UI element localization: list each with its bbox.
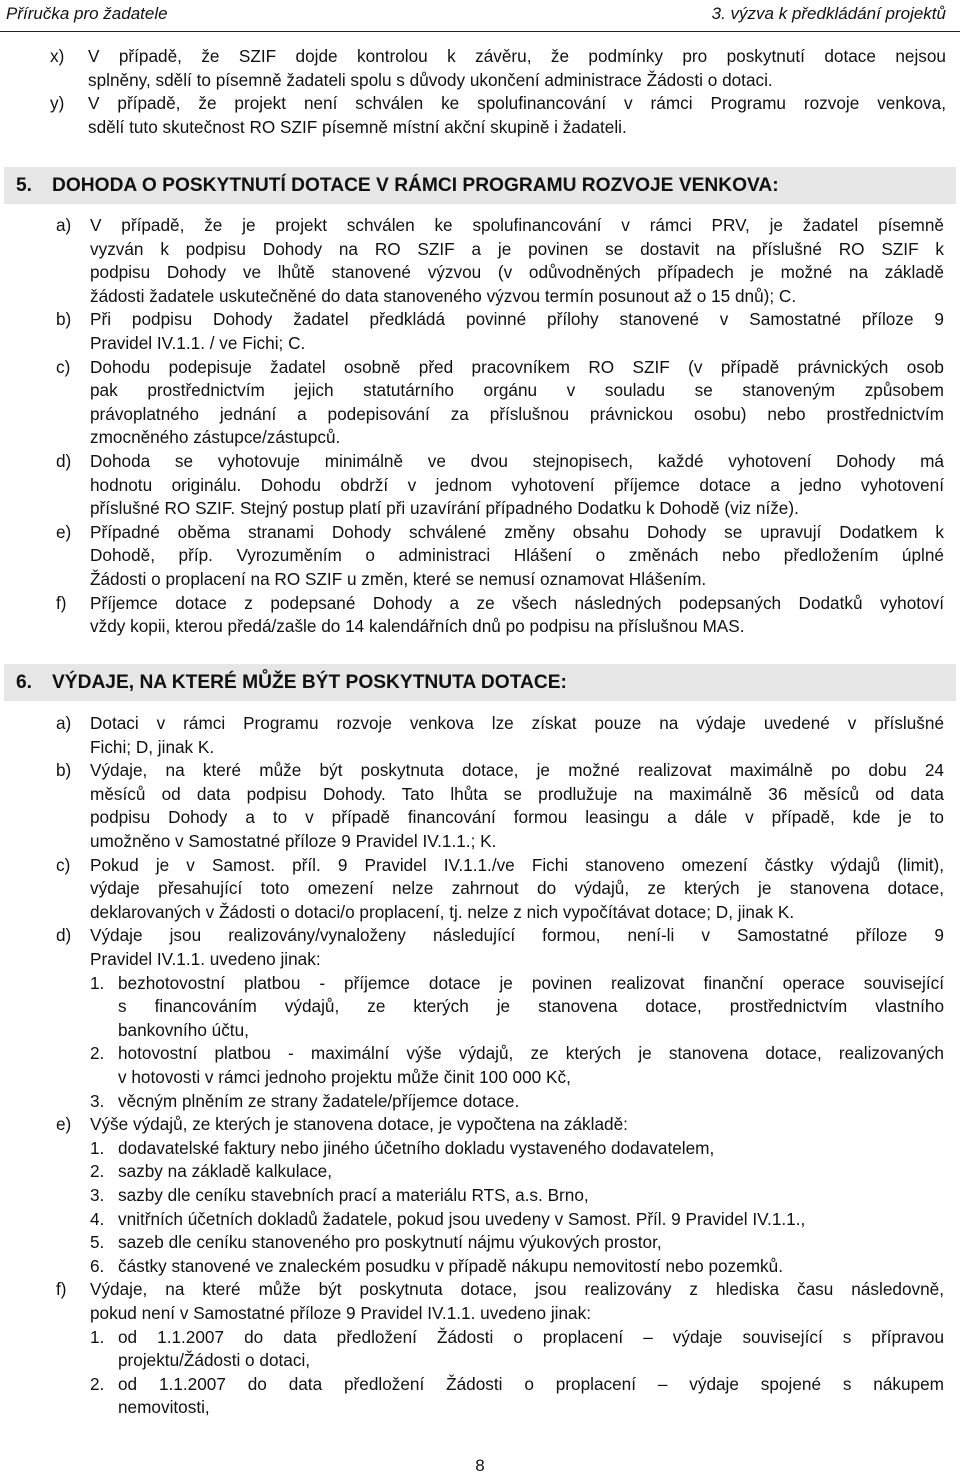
text-line: měsíců od data podpisu Dohody. Tato lhůta se prodlužuje na maximálně 36 měsíců od data [90,783,944,804]
page-number: 8 [475,1456,485,1475]
item-text [90,712,944,759]
text-line: vnitřních účetních dokladů žadatele, pokud jsou uvedeny v Samost. Příl. 9 Pravidel IV.1.1., [118,1208,806,1229]
item-text [90,1113,944,1137]
text-line: žádosti žadatele uskutečněné do data stanoveného výzvou termín posunout až o 15 dnů); C. [90,285,797,306]
text-line: výdaje přesahující toto omezení nelze zahrnout do výdajů, ze kterých je stanovena dotace, [90,878,944,899]
text-line: hotovostní platbou - maximální výše výdajů, ze kterých je stanovena dotace, realizovaných [118,1043,944,1064]
list-marker: b) [56,760,72,781]
list-marker: f) [56,592,67,613]
list-marker: d) [56,451,72,471]
list-marker: y) [50,93,65,114]
text-line: Žádosti o proplacení na RO SZIF u změn, které se nemusí oznamovat Hlášením. [90,568,707,589]
text-line: vždy kopii, kterou předá/zašle do 14 kalendářních dnů po podpisu na příslušnou MAS. [90,616,745,637]
list-marker: 4. [90,1208,105,1229]
text-line: bankovního účtu, [118,1019,249,1040]
list-marker: a) [56,215,72,235]
text-line: splněny, sdělí to písemně žadateli spolu s důvody ukončení administrace Žádosti o dotaci. [88,69,773,90]
item-text [118,1373,944,1420]
list-marker: c) [56,854,71,875]
text-line: zmocněného zástupce/zástupců. [90,427,341,448]
item-text [90,214,944,308]
list-marker: 2. [90,1161,105,1182]
text-line: V případě, že SZIF dojde kontrolou k závěru, že podmínky pro poskytnutí dotace nejsou [88,46,946,66]
text-line: sazby dle ceníku stavebních prací a materiálu RTS, a.s. Brno, [118,1185,589,1205]
text-line: Příjemce dotace z podepsané Dohody a ze všech následných podepsaných Dodatků vyhotoví [90,592,944,613]
text-line: právoplatného jednání a podepisování za příslušnou právnickou osobu) nebo prostřednictvím [90,403,944,424]
item-text [90,759,944,853]
text-line: s financováním výdajů, ze kterých je stanovena dotace, prostřednictvím vlastního [118,996,944,1017]
item-text [90,592,944,639]
list-marker: 1. [90,972,105,993]
list-marker: d) [56,925,72,946]
text-line: Výdaje jsou realizovány/vynaloženy následující formou, není-li v Samostatné příloze 9 [90,925,944,946]
text-line: bezhotovostní platbou - příjemce dotace je povinen realizovat finanční operace související [118,972,944,993]
list-marker: x) [50,46,65,66]
item-text [90,1278,944,1325]
text-line: Dotaci v rámci Programu rozvoje venkova lze získat pouze na výdaje uvedené v příslušné [90,713,944,733]
item-text [118,1160,944,1184]
text-line: deklarovaných v Žádosti o dotaci/o proplacení, tj. nelze z nich vypočítávat dotace; D, jinak K. [90,901,795,922]
item-text [118,972,944,1043]
section-heading-6 [4,664,956,701]
section-heading-5 [4,167,956,204]
page-header [0,0,960,34]
item-text [88,45,946,92]
item-text [118,1326,944,1373]
text-line: hodnotu originálu. Dohodu obdrží v jednom vyhotovení příjemce dotace a jedno vyhotovení [90,474,944,495]
item-text [118,1231,944,1255]
text-line: Fichi; D, jinak K. [90,736,215,757]
item-text [118,1184,944,1208]
text-line: Výdaje, na které může být poskytnuta dotace, je možné realizovat maximálně po dobu 24 [90,760,944,781]
text-line: sazby na základě kalkulace, [118,1161,333,1182]
list-marker: 2. [90,1373,105,1394]
item-text [90,356,944,450]
text-line: Dohoda se vyhotovuje minimálně ve dvou stejnopisech, každé vyhotovení Dohody má [90,451,944,471]
text-line: v hotovosti v rámci jednoho projektu může činit 100 000 Kč, [118,1066,571,1087]
text-line: Při podpisu Dohody žadatel předkládá povinné přílohy stanovené v Samostatné příloze 9 [90,309,944,330]
header-right-title: 3. výzva k předkládání projektů [711,4,946,23]
list-marker: 1. [90,1326,105,1347]
list-marker: 3. [90,1090,105,1111]
text-line: umožněno v Samostatné příloze 9 Pravidel IV.1.1.; K. [90,830,497,851]
list-marker: 3. [90,1185,105,1205]
list-marker: 2. [90,1043,105,1064]
text-line: Pokud je v Samost. příl. 9 Pravidel IV.1.1./ve Fichi stanoveno omezení částky výdajů (limit), [90,854,944,875]
text-line: pokud není v Samostatné příloze 9 Pravidel IV.1.1. uvedeno jinak: [90,1302,591,1323]
text-line: V případě, že je projekt schválen ke spolufinancování v rámci PRV, je žadatel písemně [90,215,944,235]
section-title: VÝDAJE, NA KTERÉ MŮŽE BÝT POSKYTNUTA DOTACE: [52,672,567,693]
header-left-title: Příručka pro žadatele [6,4,168,23]
text-line: podpisu Dohody ve lhůtě stanovené výzvou (v odůvodněných případech je možné na základě [90,262,944,283]
item-text [118,1090,944,1114]
text-line: podpisu Dohody a to v případě financování formou leasingu a dále v případě, kde je to [90,807,944,828]
text-line: Pravidel IV.1.1. uvedeno jinak: [90,948,321,969]
item-text [118,1255,944,1279]
item-text [90,521,944,592]
text-line: od 1.1.2007 do data předložení Žádosti o proplacení – výdaje spojené s nákupem [118,1373,944,1394]
item-text [118,1042,944,1089]
text-line: Dohodě, příp. Vyrozuměním o administraci Hlášení o změnách nebo předložením úplné [90,545,944,566]
list-marker: e) [56,521,72,542]
text-line: Výdaje, na které může být poskytnuta dotace, jsou realizovány z hlediska času následovně, [90,1279,944,1300]
item-text [90,308,944,355]
text-line: sazeb dle ceníku stanoveného pro poskytnutí nájmu výukových prostor, [118,1232,662,1253]
list-marker: 5. [90,1232,105,1253]
text-line: pak prostřednictvím jejich statutárního orgánu v souladu se stanoveným způsobem [90,380,944,401]
text-line: sdělí tuto skutečnost RO SZIF písemně místní akční skupině i žadateli. [88,116,627,137]
list-marker: c) [56,356,71,377]
text-line: Dohodu podepisuje žadatel osobně před pracovníkem RO SZIF (v případě právnických osob [90,356,944,377]
text-line: V případě, že projekt není schválen ke spolufinancování v rámci Programu rozvoje venkova, [88,93,946,114]
text-line: Případné oběma stranami Dohody schválené změny obsahu Dohody se upravují Dodatkem k [90,521,944,542]
list-marker: f) [56,1279,67,1300]
item-text [90,854,944,925]
text-line: vyzván k podpisu Dohody na RO SZIF a je povinen se dostavit na příslušné RO SZIF k [90,238,944,259]
text-line: Výše výdajů, ze kterých je stanovena dotace, je vypočtena na základě: [90,1114,628,1135]
list-marker: 1. [90,1137,105,1158]
text-line: dodavatelské faktury nebo jiného účetního dokladu vystaveného dodavatelem, [118,1137,715,1158]
section-title: DOHODA O POSKYTNUTÍ DOTACE V RÁMCI PROGRAMU ROZVOJE VENKOVA: [52,175,779,196]
item-text [118,1208,944,1232]
text-line: věcným plněním ze strany žadatele/příjemce dotace. [118,1090,520,1111]
text-line: od 1.1.2007 do data předložení Žádosti o proplacení – výdaje související s přípravou [118,1326,944,1347]
section-number: 6. [16,672,33,693]
list-marker: e) [56,1114,72,1135]
list-marker: 6. [90,1255,105,1276]
item-text [90,450,944,521]
text-line: projektu/Žádosti o dotaci, [118,1350,311,1371]
header-divider [0,31,960,32]
list-marker: a) [56,713,72,733]
list-marker: b) [56,309,72,330]
text-line: částky stanovené ve znaleckém posudku v případě nákupu nemovitostí nebo pozemků. [118,1255,783,1276]
item-text [88,92,946,139]
text-line: Pravidel IV.1.1. / ve Fichi; C. [90,332,306,353]
item-text [118,1137,944,1161]
section-number: 5. [16,175,33,196]
item-text [90,924,944,971]
text-line: nemovitosti, [118,1397,210,1418]
text-line: příslušné RO SZIF. Stejný postup platí při uzavírání případného Dodatku k Dohodě (viz níže). [90,498,799,519]
